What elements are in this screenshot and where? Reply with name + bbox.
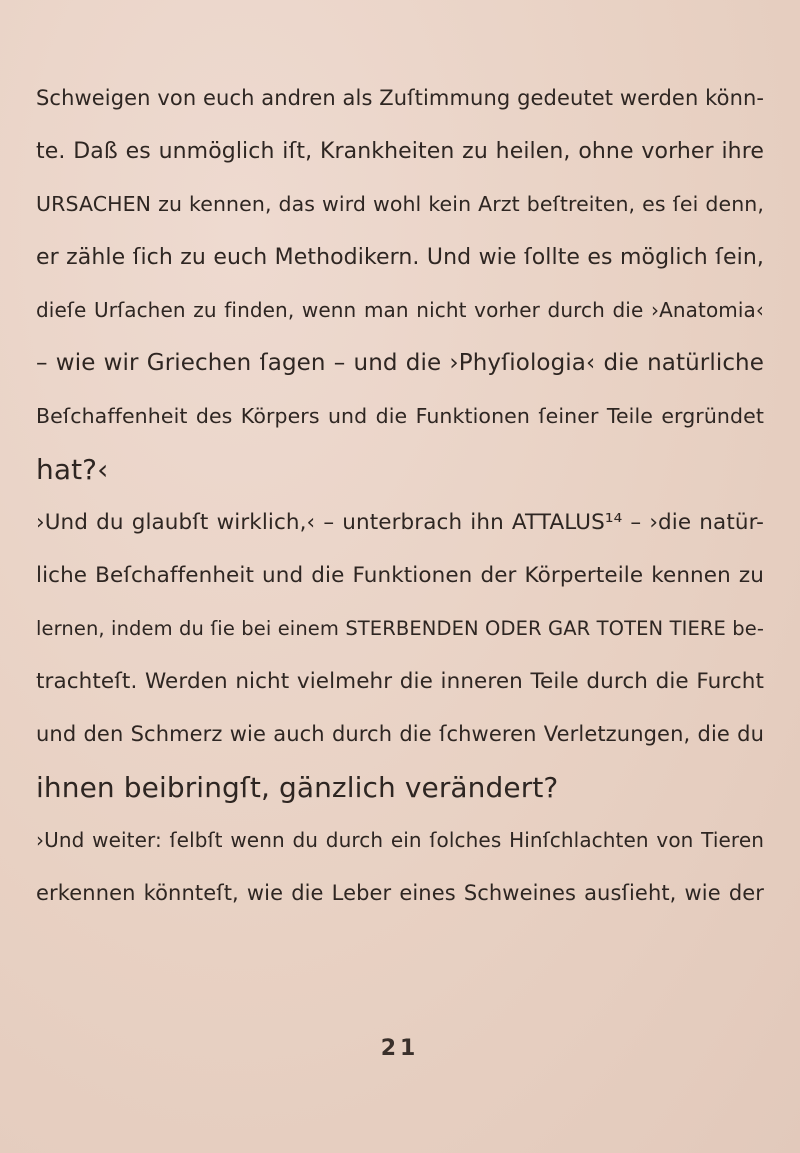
page-number: 21 [380,1036,420,1061]
text-line: ›Und du glaubſt wirklich,‹ – unterbrach ihn ATTALUS¹⁴ – ›die natür- [36,510,764,535]
text-line: lernen, indem du ſie bei einem STERBENDEN ODER GAR TOTEN TIERE be- [36,617,764,640]
text-line: te. Daß es unmöglich iſt, Krankheiten zu heilen, ohne vorher ihre [36,139,764,164]
text-line-paragraph-end: hat?‹ [36,453,109,486]
text-line: ›Und weiter: ſelbſt wenn du durch ein ſolches Hinſchlachten von Tieren [36,828,764,852]
text-line: Schweigen von euch andren als Zuſtimmung gedeutet werden könn- [36,86,765,110]
text-line: erkennen könnteſt, wie die Leber eines Schweines ausſieht, wie der [36,881,764,905]
text-line: URSACHEN zu kennen, das wird wohl kein Arzt beſtreiten, es ſei denn, [36,192,764,216]
text-line-paragraph-end: ihnen beibringſt, gänzlich verändert? [36,771,559,804]
text-line: liche Beſchaffenheit und die Funktionen der Körperteile kennen zu [36,563,764,588]
body-text [36,72,764,920]
text-line: Beſchaffenheit des Körpers und die Funktionen ſeiner Teile ergründet [36,404,764,428]
text-line: – wie wir Griechen ſagen – und die ›Phyſiologia‹ die natürliche [36,350,764,376]
text-line: und den Schmerz wie auch durch die ſchweren Verletzungen, die du [36,722,764,746]
text-line: dieſe Urſachen zu finden, wenn man nicht vorher durch die ›Anatomia‹ [36,298,764,322]
text-line: er zähle ſich zu euch Methodikern. Und wie ſollte es möglich ſein, [36,245,764,270]
text-line: trachteſt. Werden nicht vielmehr die inneren Teile durch die Furcht [36,669,764,694]
